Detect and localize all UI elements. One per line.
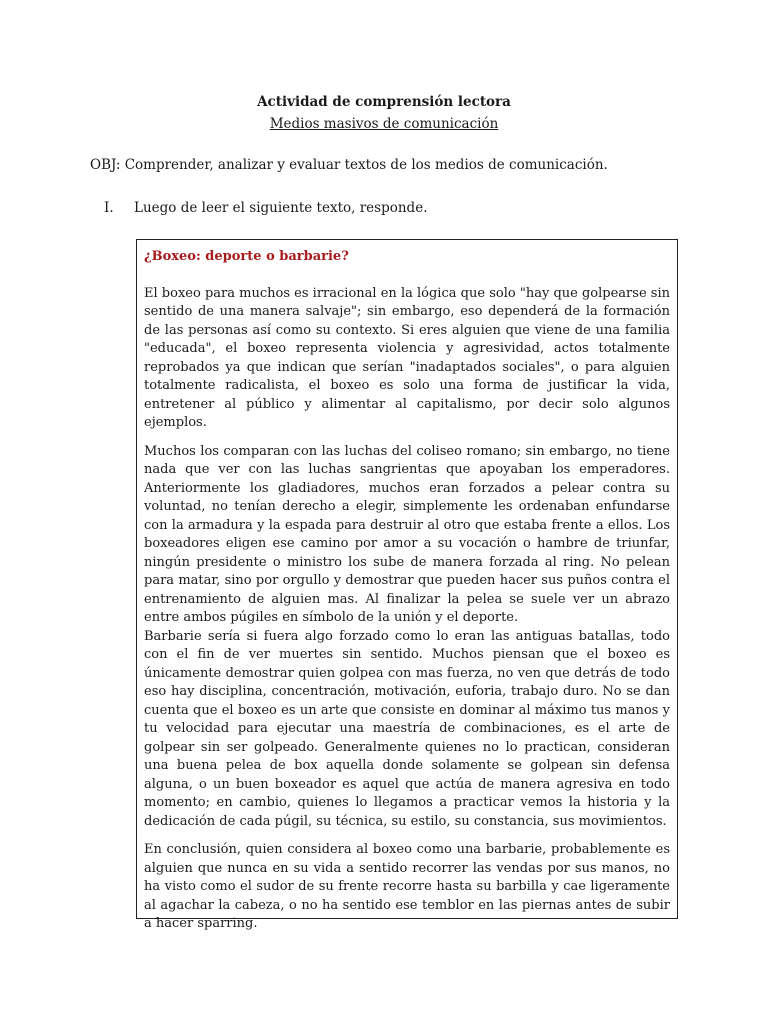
instruction-line [90,199,690,217]
instruction-text: Luego de leer el siguiente texto, responde. [134,200,428,216]
article-paragraph-4: En conclusión, quien considera al boxeo como una barbarie, probablemente es alguien que nunca en su vida a sentido recorrer las vendas por sus manos, no ha visto como el sudor de su frente recorre hasta su barbilla y cae ligeramente al agachar la cabeza, o no ha sentido ese temblor en las piernas antes de subir a hacer sparring. [144,842,670,931]
article-box [136,239,678,931]
instruction-number: I. [104,200,114,216]
document-title: Actividad de comprensión lectora [257,94,511,110]
objective-text: OBJ: Comprender, analizar y evaluar textos de los medios de comunicación. [90,157,608,173]
article-paragraph-3: Barbarie sería si fuera algo forzado como lo eran las antiguas batallas, todo con el fin de ver muertes sin sentido. Muchos piensan que el boxeo es únicamente demostrar quien golpea con mas fuerza, no ven que detrás de todo eso hay disciplina, concentración, motivación, euforia, trabajo duro. No se dan cuenta que el boxeo es un arte que consiste en dominar al máximo tus manos y tu velocidad para ejecutar una maestría de combinaciones, es el arte de golpear sin ser golpeado. Generalmente quienes no lo practican, consideran una buena pelea de box aquella donde solamente se golpean sin defensa alguna, o un buen boxeador es aquel que actúa de manera agresiva en todo momento; en cambio, quienes lo llegamos a practicar vemos la historia y la dedicación de cada púgil, su técnica, su estilo, su constancia, sus movimientos. [144,628,670,829]
article-paragraph-2: Muchos los comparan con las luchas del coliseo romano; sin embargo, no tiene nada que ver con las luchas sangrientas que apoyaban los emperadores. Anteriormente los gladiadores, muchos eran forzados a pelear contra su voluntad, no tenían derecho a elegir, simplemente les ordenaban enfundarse con la armadura y la espada para destruir al otro que estaba frente a ellos. Los boxeadores eligen ese camino por amor a su vocación o hambre de triunfar, ningún presidente o ministro los sube de manera forzada al ring. No pelean para matar, sino por orgullo y demostrar que pueden hacer sus puños contra el entrenamiento de alguien mas. Al finalizar la pelea se suele ver un abrazo entre ambos púgiles en símbolo de la unión y el deporte. [144,443,670,625]
article-paragraph-1: El boxeo para muchos es irracional en la lógica que solo "hay que golpearse sin sentido de una manera salvaje"; sin embargo, eso dependerá de la formación de las personas así como su contexto. Si eres alguien que viene de una familia "educada", el boxeo representa violencia y agresividad, actos totalmente reprobados ya que indican que serían "inadaptados sociales", o para alguien totalmente radicalista, el boxeo es solo una forma de justificar la vida, entretener al público y alimentar al capitalismo, por decir solo algunos ejemplos. [144,285,670,430]
article-title: ¿Boxeo: deporte o barbarie? [144,249,349,264]
document-subtitle: Medios masivos de comunicación [269,116,499,132]
